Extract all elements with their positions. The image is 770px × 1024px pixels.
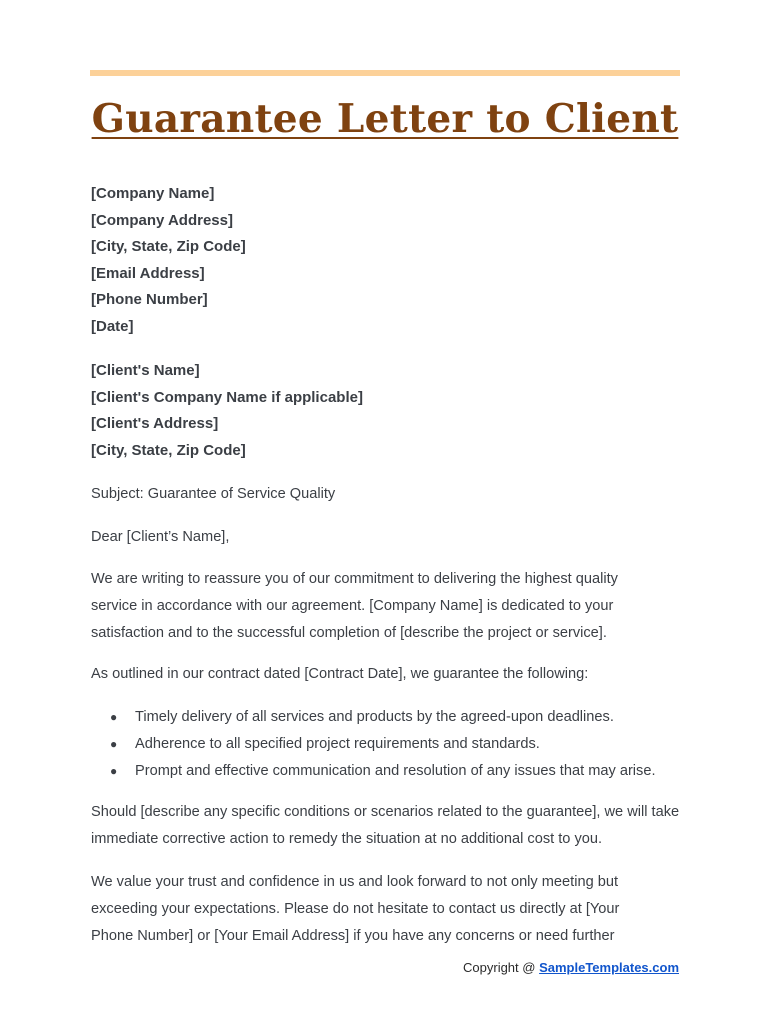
bullet-icon: ● bbox=[110, 710, 118, 724]
document-title: Guarantee Letter to Client bbox=[91, 96, 679, 142]
salutation: Dear [Client’s Name], bbox=[91, 529, 230, 545]
sampletemplates-link[interactable]: SampleTemplates.com bbox=[539, 960, 679, 975]
sender-city-state-zip: [City, State, Zip Code] bbox=[91, 238, 246, 256]
recipient-address: [Client's Address] bbox=[91, 415, 219, 433]
sender-phone: [Phone Number] bbox=[91, 291, 208, 309]
list-item: ● Timely delivery of all services and products by the agreed-upon deadlines. bbox=[110, 704, 656, 731]
recipient-company: [Client's Company Name if applicable] bbox=[91, 388, 363, 406]
letter-date: [Date] bbox=[91, 317, 134, 335]
sender-company-address: [Company Address] bbox=[91, 211, 233, 229]
intro-paragraph: We are writing to reassure you of our commitment to delivering the highest quality service in accordance with our agreement. [Company Name] is dedicated to your satisfaction and to the successful completion of [describe the project or service]. bbox=[91, 571, 618, 641]
bullet-icon: ● bbox=[110, 737, 118, 751]
top-accent-rule bbox=[90, 70, 680, 76]
bullet-icon: ● bbox=[110, 764, 118, 778]
corrective-action-paragraph: Should [describe any specific conditions or scenarios related to the guarantee], we will take immediate corrective action to remedy the situation at no additional cost to you. bbox=[91, 804, 680, 847]
recipient-name: [Client's Name] bbox=[91, 362, 200, 379]
sender-email: [Email Address] bbox=[91, 264, 205, 282]
subject-line: Subject: Guarantee of Service Quality bbox=[91, 486, 336, 502]
contract-paragraph: As outlined in our contract dated [Contract Date], we guarantee the following: bbox=[91, 666, 589, 682]
list-item: ● Prompt and effective communication and resolution of any issues that may arise. bbox=[110, 758, 656, 785]
recipient-address-block bbox=[91, 358, 691, 464]
sender-address-block bbox=[91, 181, 691, 341]
closing-paragraph: We value your trust and confidence in us and look forward to not only meeting but exceeding your expectations. Please do not hesitate to contact us directly at [Your Phone Number] or [Your Email Address] if you have any concerns or need further bbox=[91, 874, 620, 944]
copyright-footer bbox=[463, 960, 679, 975]
copyright-label: Copyright @ bbox=[463, 960, 540, 975]
list-item: ● Adherence to all specified project requirements and standards. bbox=[110, 731, 656, 758]
sender-company-name: [Company Name] bbox=[91, 185, 215, 202]
recipient-city-state-zip: [City, State, Zip Code] bbox=[91, 441, 246, 459]
guarantee-list bbox=[110, 704, 656, 785]
